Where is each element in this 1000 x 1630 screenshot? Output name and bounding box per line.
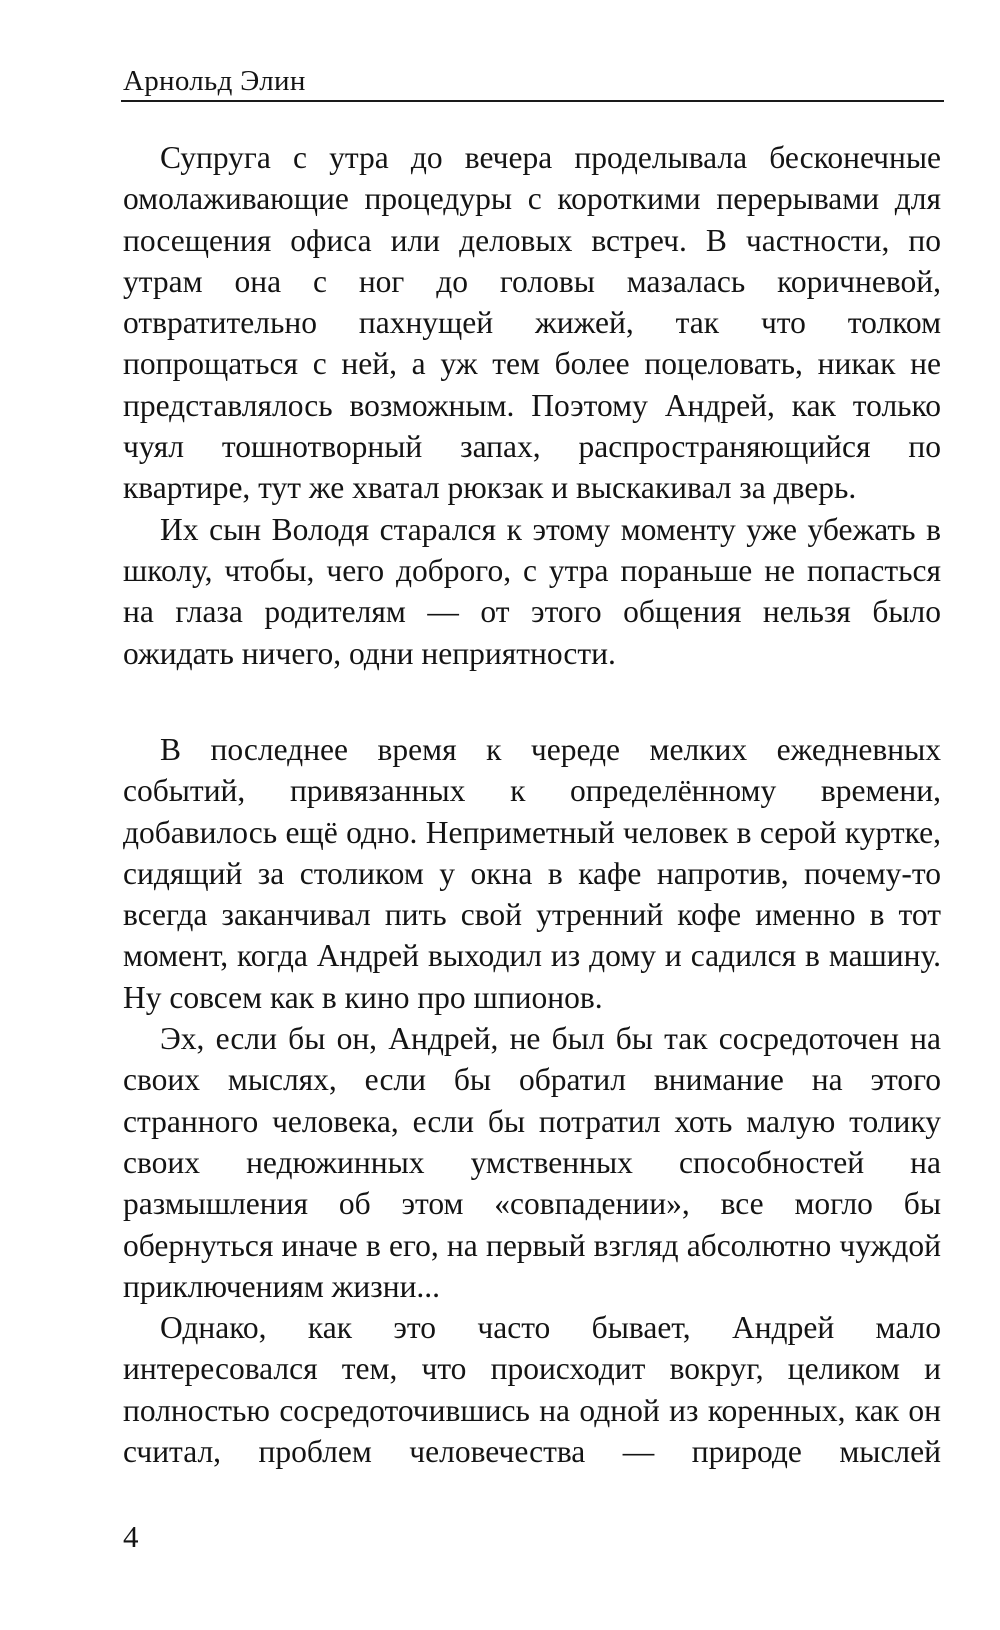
header-rule	[121, 100, 944, 102]
page-number: 4	[123, 1519, 139, 1554]
paragraph: Их сын Володя старался к этому моменту уже убежать в школу, чтобы, чего доброго, с утра пораньше не попасться на глаза родителям — от этого общения нельзя было ожидать ничего, одни неприятности.	[123, 511, 941, 671]
paragraph: Эх, если бы он, Андрей, не был бы так сосредоточен на своих мыслях, если бы обратил внимание на этого странного человека, если бы потратил хоть малую толику своих недюжинных умственных способностей на размышления об этом «совпадении», все могло бы обернуться иначе в его, на первый взгляд абсолютно чуждой приключениям жизни...	[123, 1021, 941, 1304]
text-block-2	[123, 729, 941, 1472]
paragraph: В последнее время к череде мелких ежедневных событий, привязанных к определённому времени, добавилось ещё одно. Неприметный человек в серой куртке, сидящий за столиком у окна в кафе напротив, почему-то всегда заканчивал пить свой утренний кофе именно в тот момент, когда Андрей выходил из дому и садился в машину. Ну совсем как в кино про шпионов.	[123, 732, 941, 1015]
paragraph: Супруга с утра до вечера проделывала бесконечные омолаживающие процедуры с короткими перерывами для посещения офиса или деловых встреч. В частности, по утрам она с ног до головы мазалась коричневой, отвратительно пахнущей жижей, так что толком попрощаться с ней, а уж тем более поцеловать, никак не представлялось возможным. Поэтому Андрей, как только чуял тошнотворный запах, распространяющийся по квартире, тут же хватал рюкзак и выскакивал за дверь.	[123, 140, 941, 506]
running-head: Арнольд Элин	[123, 65, 306, 97]
paragraph: Однако, как это часто бывает, Андрей мало интересовался тем, что происходит вокруг, целиком и полностью сосредоточившись на одной из коренных, как он считал, проблем человечества — природе мыслей	[123, 1310, 941, 1470]
text-block-1	[123, 137, 941, 674]
